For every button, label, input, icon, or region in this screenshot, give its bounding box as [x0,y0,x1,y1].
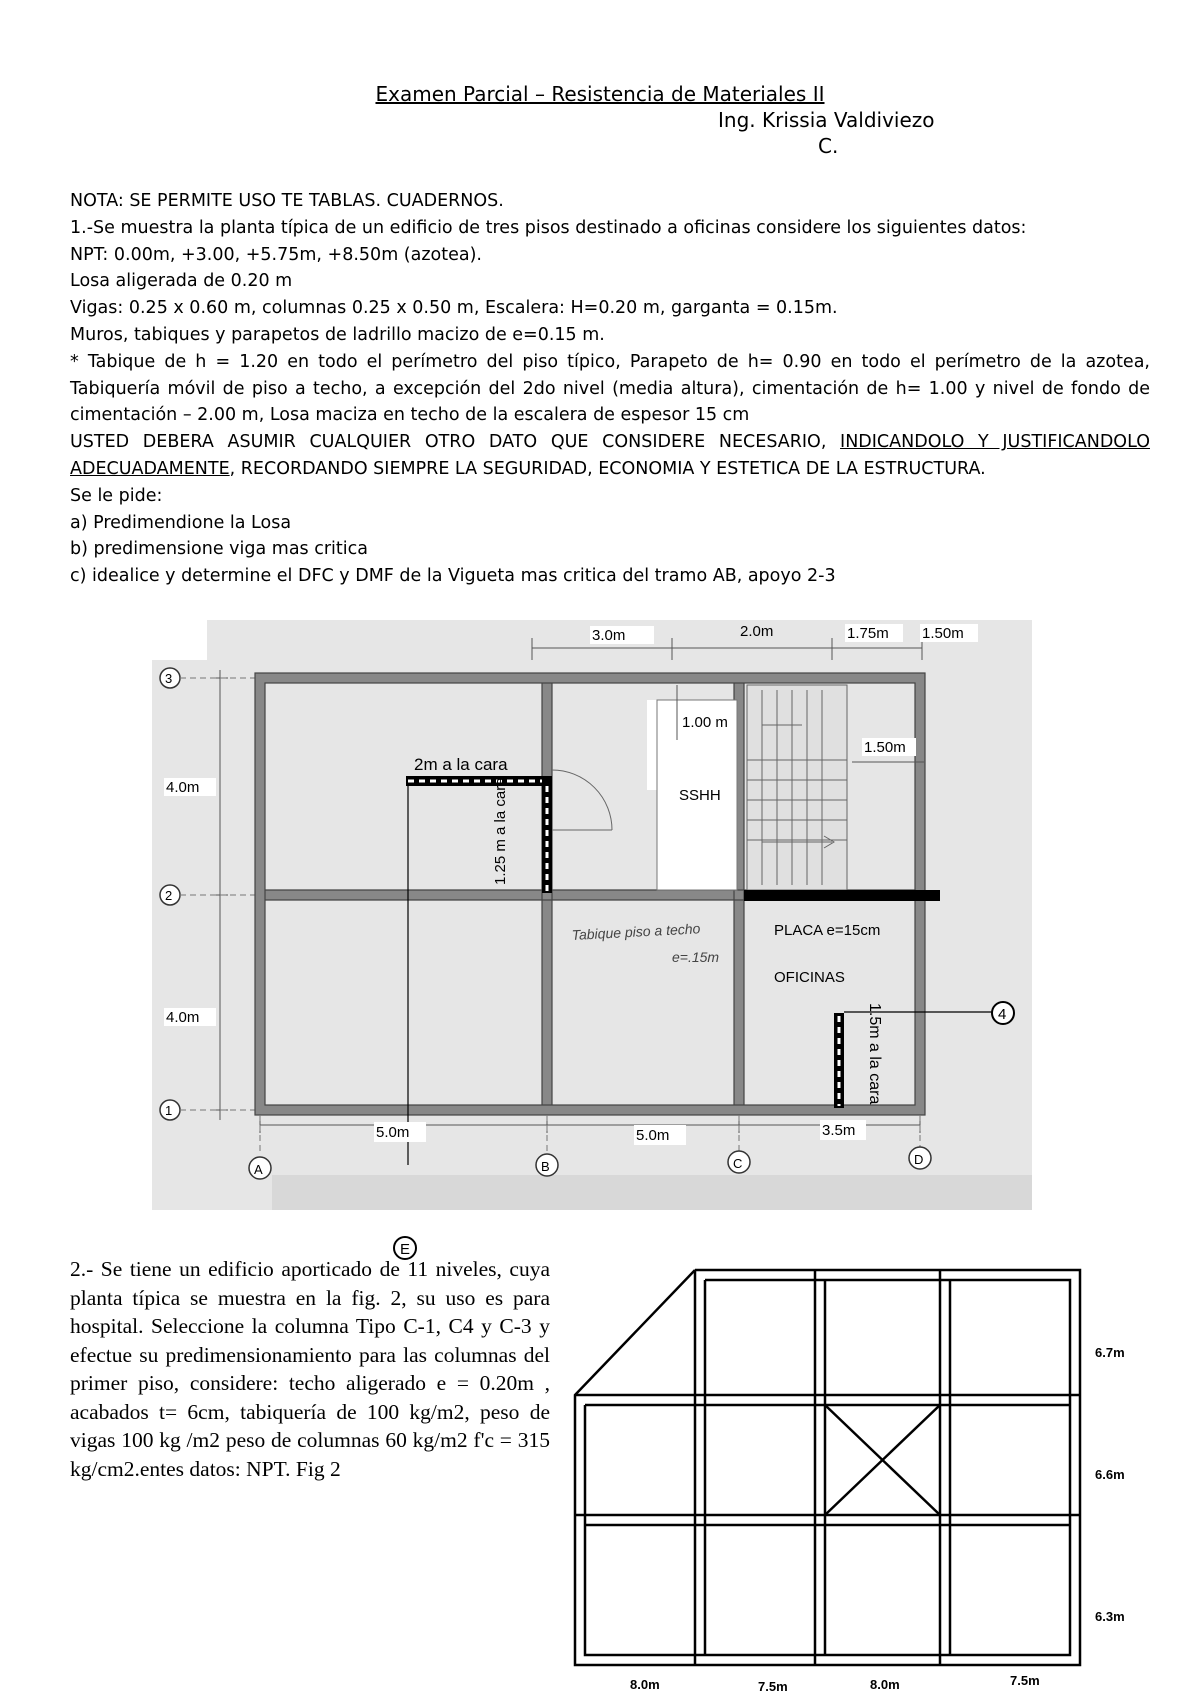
asumir-text-c: , RECORDANDO SIEMPRE LA SEGURIDAD, ECONOMIA Y ESTETICA DE LA ESTRUCTURA. [229,458,986,479]
dim-bottom-1: 5.0m [376,1124,410,1141]
marker-4-label: 4 [998,1006,1007,1023]
fig2-dim-bottom-3: 8.0m [870,1677,900,1692]
fig2-dim-bottom-2: 7.5m [758,1679,788,1694]
placa-label: PLACA e=15cm [774,922,881,939]
dim-left-1: 4.0m [166,779,200,796]
row-label-1: 1 [165,1103,173,1118]
row-label-3: 3 [165,671,173,686]
tabique-e-note: e=.15m [672,949,720,965]
tabique-note: Tabique piso a techo [571,920,701,943]
author-name: Ing. Krissia Valdiviezo [718,108,935,132]
fig2-dim-right-1: 6.7m [1095,1345,1125,1360]
tabique-paragraph: * Tabique de h = 1.20 en todo el perímetro del piso típico, Parapeto de h= 0.90 en todo el perímetro de la azotea, Tabiquería móvil de piso a techo, a excepción del 2do nivel (media altura), cimentación de h= 1.00 y nivel de fondo de cimentación – 2.00 m, Losa maciza en techo de la escalera de espesor 15 cm [70,351,1150,426]
oficinas-label: OFICINAS [774,969,845,986]
item-a: a) Predimendione la Losa [70,512,292,533]
plan-bottom-band [272,1175,1032,1210]
dim-1m: 1.00 m [682,714,728,731]
row-label-2: 2 [165,888,173,903]
asumir-text-underlined: INDICANDOLO Y JUSTIFICANDOLO ADECUADAMENTE [70,432,1150,479]
dim-left-2: 4.0m [166,1009,200,1026]
plan-corner-blank [152,620,207,660]
dim-150: 1.50m [864,739,906,756]
author-initial: C. [818,134,839,158]
fig2-dim-bottom-1: 8.0m [630,1677,660,1692]
fig2-grid [575,1270,1080,1665]
fig2-dim-right-2: 6.6m [1095,1467,1125,1482]
item-b: b) predimensione viga mas critica [70,539,368,560]
dim-top-2: 2.0m [740,623,774,640]
col-label-c: C [733,1156,743,1171]
placa-wall [744,890,940,901]
question-1-block [70,188,1150,590]
label-2m-a-la-cara: 2m a la cara [414,755,508,774]
vigas-line: Vigas: 0.25 x 0.60 m, columnas 0.25 x 0.50 m, Escalera: H=0.20 m, garganta = 0.15m. [70,298,838,319]
losa-line: Losa aligerada de 0.20 m [70,271,293,292]
col-label-d: D [914,1152,924,1167]
sshh-label: SSHH [679,787,721,804]
nota-line: NOTA: SE PERMITE USO TE TABLAS. CUADERNOS. [70,191,504,211]
fig2-dim-bottom-4: 7.5m [1010,1673,1040,1688]
question-2-block [70,1255,550,1483]
marker-e-label: E [400,1241,411,1258]
npt-line: NPT: 0.00m, +3.00, +5.75m, +8.50m (azotea). [70,244,482,265]
plan-background [152,620,1032,1210]
dim-top-3: 1.75m [847,625,889,642]
dim-top-4: 1.50m [922,625,964,642]
label-15m-a-la-cara: 1.5m a la cara [866,1003,883,1105]
col-label-a: A [254,1162,263,1177]
muros-line: Muros, tabiques y parapetos de ladrillo macizo de e=0.15 m. [70,324,605,345]
asumir-text-a: USTED DEBERA ASUMIR CUALQUIER OTRO DATO QUE CONSIDERE NECESARIO, [70,432,841,453]
page-title: Examen Parcial – Resistencia de Materiales II [375,82,825,106]
item-c: c) idealice y determine el DFC y DMF de la Vigueta mas critica del tramo AB, apoyo 2-3 [70,566,836,587]
stair-drawing [747,685,847,890]
floor-plan-figure [152,620,1032,1210]
fig2-plan [570,1265,1170,1696]
label-125-a-la-cara: 1.25 m a la cara [492,777,509,885]
q1-intro: 1.-Se muestra la planta típica de un edificio de tres pisos destinado a oficinas considere los siguientes datos: [70,217,1027,238]
dim-bottom-3: 3.5m [822,1122,856,1139]
q2-text: 2.- Se tiene un edificio aporticado de 11 niveles, cuya planta típica se muestra en la fig. 2, su uso es para hospital. Seleccione la columna Tipo C-1, C4 y C-3 y efectue su predimensionamiento para las columnas del primer piso, considere: techo aligerado e = 0.20m , acabados t= 6cm, tabiquería de 100 kg/m2, peso de vigas 100 kg /m2 peso de columnas 60 kg/m2 f'c = 315 kg/cm2.entes datos: NPT. Fig 2 [70,1257,550,1481]
fig2-dim-right-3: 6.3m [1095,1609,1125,1624]
se-pide-line: Se le pide: [70,485,163,506]
asumir-paragraph [70,429,1150,483]
dim-bottom-2: 5.0m [636,1127,670,1144]
col-label-b: B [541,1159,550,1174]
dim-top-1: 3.0m [592,627,626,644]
